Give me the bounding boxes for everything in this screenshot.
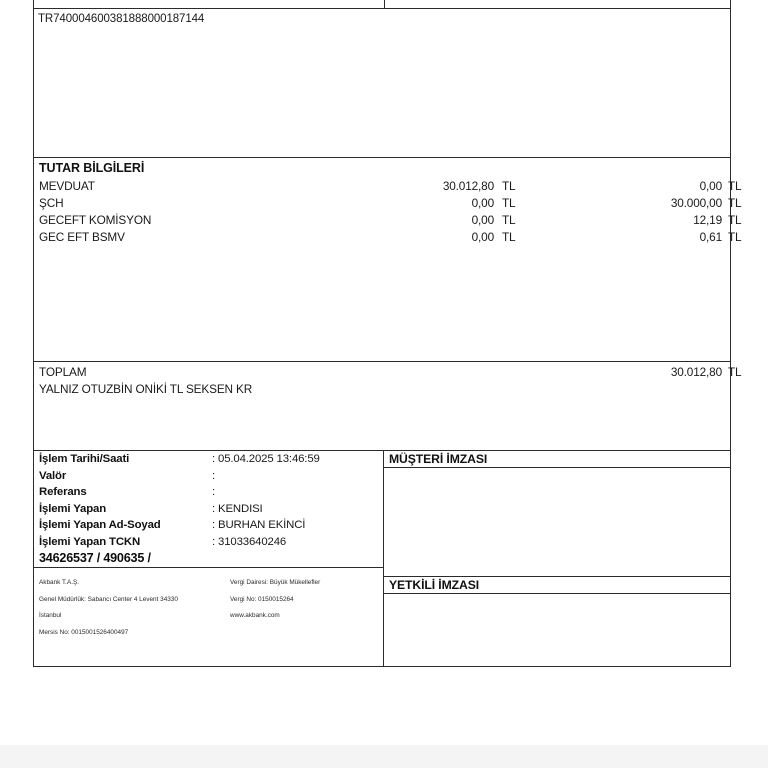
amount-credit: 0,61 — [699, 230, 722, 244]
amount-in-words-row — [34, 381, 730, 398]
amount-row — [34, 229, 742, 246]
receipt-document — [33, 0, 742, 667]
amount-row — [34, 212, 742, 229]
legal-line: Vergi No: 0150015264 — [230, 595, 294, 603]
iban-value: TR740004600381888000187144 — [38, 13, 205, 25]
legal-line: Akbank T.A.Ş. — [39, 579, 80, 586]
amount-debit-currency: TL — [502, 179, 516, 193]
detail-row — [34, 468, 383, 485]
total-area — [34, 364, 742, 400]
detail-row — [34, 484, 383, 501]
customer-signature-label: MÜŞTERİ İMZASI — [383, 451, 730, 468]
detail-label: İşlemi Yapan TCKN — [39, 535, 141, 548]
amount-credit: 30.000,00 — [670, 196, 722, 210]
amounts-spacer — [34, 246, 730, 364]
amount-label: ŞCH — [39, 196, 64, 210]
amount-row — [34, 195, 742, 212]
legal-line: İstanbul — [39, 612, 62, 619]
detail-value: : 05.04.2025 13:46:59 — [212, 453, 320, 465]
detail-label: İşlemi Yapan — [39, 502, 107, 515]
amount-credit-currency: TL — [728, 179, 742, 193]
detail-value: : BURHAN EKİNCİ — [212, 519, 306, 531]
detail-label: İşlem Tarihi/Saati — [39, 453, 130, 465]
amount-label: MEVDUAT — [39, 179, 95, 193]
bottom-band — [0, 745, 768, 768]
detail-label: Valör — [39, 469, 67, 482]
legal-footer-left — [39, 575, 229, 641]
amount-debit: 30.012,80 — [442, 179, 494, 193]
legal-line: www.akbank.com — [230, 612, 280, 619]
signature-column — [383, 451, 730, 666]
transaction-details — [34, 451, 383, 667]
top-stub-row — [33, 0, 731, 9]
legal-footer — [34, 567, 383, 667]
total-row — [34, 364, 742, 381]
detail-row — [34, 534, 383, 551]
total-currency: TL — [728, 365, 742, 379]
bottom-section — [33, 450, 731, 667]
customer-signature-area[interactable] — [383, 468, 730, 577]
top-stub-divider — [384, 0, 385, 8]
detail-value: : KENDISI — [212, 502, 263, 515]
amount-credit: 12,19 — [693, 213, 722, 227]
branch-reference-row — [34, 550, 383, 567]
detail-value: : 31033640246 — [212, 535, 287, 548]
authorized-signature-label: YETKİLİ İMZASI — [383, 577, 730, 594]
amount-in-words: YALNIZ OTUZBİN ONİKİ TL SEKSEN KR — [39, 382, 253, 396]
amount-row — [34, 178, 742, 195]
amount-debit: 0,00 — [471, 230, 494, 244]
legal-line: Mersis No: 0015001526400497 — [39, 628, 129, 636]
amount-credit: 0,00 — [699, 179, 722, 193]
amount-credit-currency: TL — [728, 196, 742, 210]
detail-value: : — [212, 469, 216, 482]
amount-debit-currency: TL — [502, 213, 516, 227]
detail-row — [34, 517, 383, 534]
legal-footer-right — [230, 575, 380, 625]
amount-label: GEC EFT BSMV — [39, 230, 125, 244]
detail-row — [34, 451, 383, 468]
detail-value: : — [212, 486, 216, 498]
detail-row — [34, 501, 383, 518]
amount-label: GECEFT KOMİSYON — [39, 213, 152, 227]
amount-debit: 0,00 — [471, 196, 494, 210]
amount-debit-currency: TL — [502, 196, 516, 210]
detail-label: Referans — [39, 486, 87, 498]
amount-debit: 0,00 — [471, 213, 494, 227]
total-value: 30.012,80 — [670, 365, 722, 379]
legal-line: Genel Müdürlük: Sabancı Center 4 Levent 34330 — [39, 595, 178, 603]
amounts-section — [33, 157, 742, 396]
detail-label: İşlemi Yapan Ad-Soyad — [39, 519, 161, 531]
legal-line: Vergi Dairesi: Büyük Mükellefler — [230, 579, 321, 586]
authorized-signature-area[interactable] — [383, 594, 730, 668]
amount-credit-currency: TL — [728, 230, 742, 244]
branch-reference: 34626537 / 490635 / — [39, 551, 151, 565]
total-label: TOPLAM — [39, 365, 87, 379]
iban-block — [33, 9, 731, 157]
amount-debit-currency: TL — [502, 230, 516, 244]
amount-credit-currency: TL — [728, 213, 742, 227]
amounts-section-title: TUTAR BİLGİLERİ — [39, 161, 145, 175]
